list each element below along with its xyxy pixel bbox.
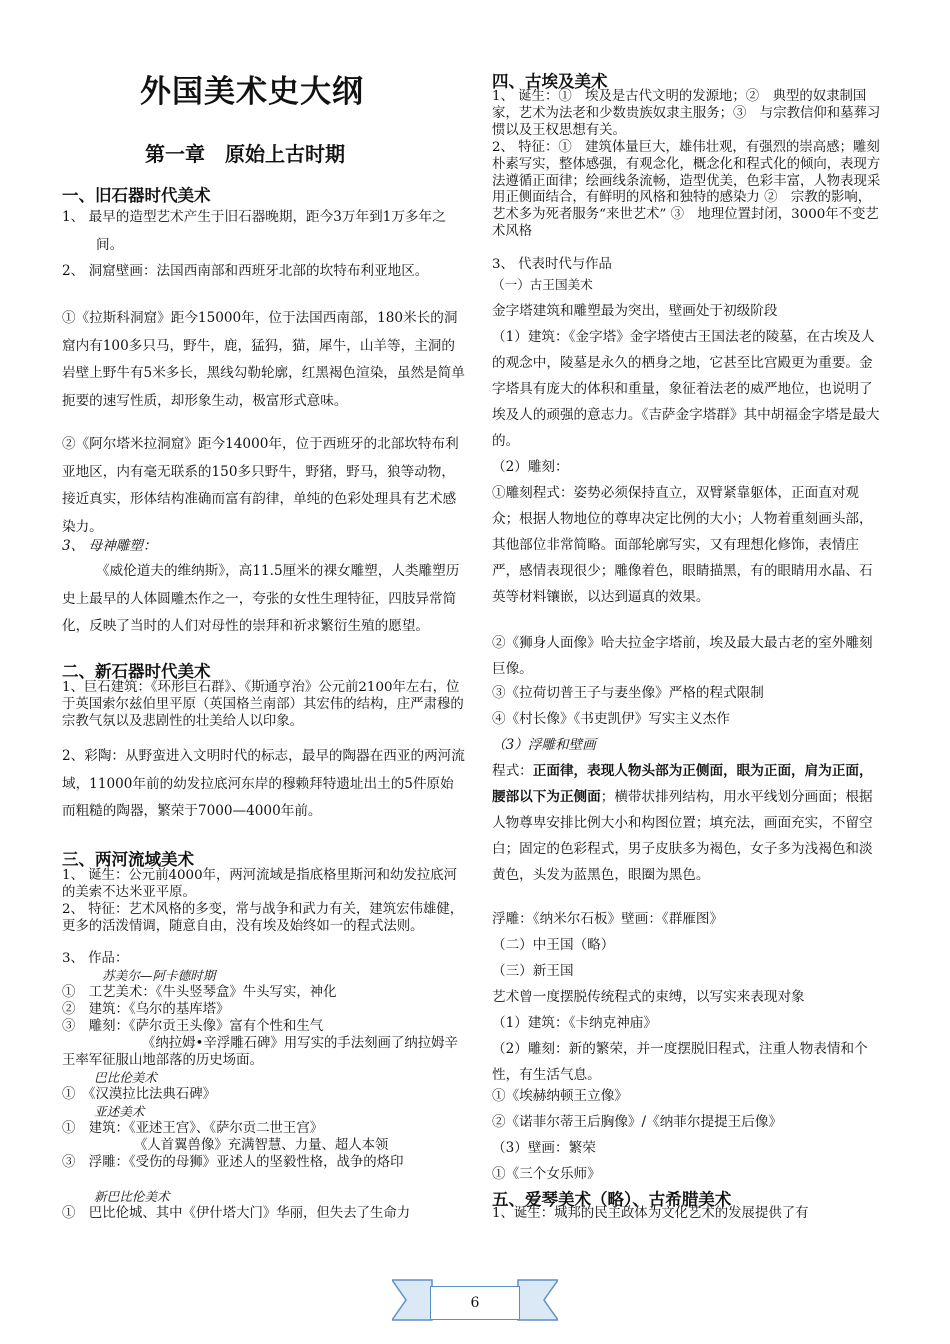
paragraph: ① 巴比伦城、其中《伊什塔大门》华丽，但失去了生命力 xyxy=(62,1206,411,1221)
subsection-label: 亚述美术 xyxy=(94,1104,145,1119)
paragraph: 2、 特征：艺术风格的多变，常与战争和武力有关，建筑宏伟雄健，更多的活泼情调，随意自由，没有埃及始终如一的程式法则。 xyxy=(62,902,464,934)
paragraph: 艺术曾一度摆脱传统程式的束缚，以写实来表现对象 xyxy=(492,989,805,1005)
paragraph: 2、彩陶：从野蛮进入文明时代的标志，最早的陶器在西亚的两河流域，11000年前的幼发拉底河东岸的穆赖拜特遗址出土的5件原始而粗糙的陶器，繁荣于7000—4000年前。 xyxy=(62,748,465,819)
paragraph: ①《拉斯科洞窟》距今15000年，位于法国西南部，180米长的洞窟内有100多只马，野牛，鹿，猛犸，猫，犀牛，山羊等，主洞的岩壁上野牛有5米多长，黑线勾勒轮廓，红黑褐色渲染，虽然是简单扼要的速写性质，却形象生动，极富形式意味。 xyxy=(62,310,465,409)
paragraph: 金字塔建筑和雕塑最为突出，壁画处于初级阶段 xyxy=(492,303,778,319)
paragraph: ③ 浮雕：《受伤的母狮》亚述人的坚毅性格，战争的烙印 xyxy=(62,1155,404,1170)
paragraph: ④《村长像》《书吏凯伊》写实主义杰作 xyxy=(492,711,730,727)
section-heading-2: 二、新石器时代美术 xyxy=(62,662,211,681)
paragraph: 3、 母神雕塑： xyxy=(62,538,157,554)
paragraph: ③《拉荷切普王子与妻坐像》严格的程式限制 xyxy=(492,685,764,701)
paragraph: （1）建筑：《卡纳克神庙》 xyxy=(492,1015,657,1031)
paragraph: ①《埃赫纳顿王立像》 xyxy=(492,1088,628,1104)
subsection-label: 新巴比伦美术 xyxy=(94,1189,170,1204)
paragraph: 《人首翼兽像》充满智慧、力量、超人本领 xyxy=(134,1138,389,1153)
section-heading-1: 一、旧石器时代美术 xyxy=(62,186,211,205)
paragraph: ① 《汉漠拉比法典石碑》 xyxy=(62,1087,216,1102)
paragraph: ②《狮身人面像》哈夫拉金字塔前，埃及最大最古老的室外雕刻巨像。 xyxy=(492,635,873,677)
paragraph: ③ 雕刻：《萨尔贡王头像》富有个性和生气 xyxy=(62,1019,324,1034)
section-heading-5: 五、爱琴美术（略）、古希腊美术 xyxy=(492,1190,732,1209)
section-heading-4: 四、古埃及美术 xyxy=(492,72,608,91)
rule-label: 程式： xyxy=(492,763,533,779)
paragraph: （二）中王国（略） xyxy=(492,937,615,953)
paragraph: 2、 特征：① 建筑体量巨大，雄伟壮观，有强烈的崇高感；雕刻朴素写实，整体感强，有观念化，概念化和程式化的倾向，表现方法遵循正面律；绘画线条流畅，造型优美，色彩丰富，人物表现采用正侧面结合，有鲜明的风格和独特的感染力 ② 宗教的影响，艺术多为死者服务“来世艺术” ③ 地理位置封闭，3000年不变艺术风格 xyxy=(492,140,881,239)
paragraph: 2、 洞窟壁画：法国西南部和西班牙北部的坎特布利亚地区。 xyxy=(62,263,429,279)
paragraph: （3）浮雕和壁画 xyxy=(492,737,596,753)
paragraph xyxy=(492,758,884,888)
page-number: 6 xyxy=(430,1286,520,1320)
chapter-heading: 第一章 原始上古时期 xyxy=(145,142,345,166)
paragraph: ① 建筑：《亚述王宫》、《萨尔贡二世王宫》 xyxy=(62,1121,324,1136)
paragraph: ②《诺菲尔蒂王后胸像》/《纳菲尔提提王后像》 xyxy=(492,1114,783,1130)
rule-text: ；横带状排列结构，用水平线划分画面；根据人物尊卑安排比例大小和构图位置；填充法，画面充实，不留空白；固定的色彩程式，男子皮肤多为褐色，女子多为浅褐色和淡黄色，头发为蓝黑色，眼圈为黑色。 xyxy=(492,789,873,883)
rule-emphasis: 正面律，表现人物头部为正侧面，眼为正面，肩为正面，腰部以下为正侧面 xyxy=(492,763,873,805)
subsection-label: （一）古王国美术 xyxy=(492,277,593,292)
paragraph: ②《阿尔塔米拉洞窟》距今14000年，位于西班牙的北部坎特布利亚地区，内有毫无联系的150多只野牛，野猪，野马，狼等动物，接近真实，形体结构准确而富有韵律，单纯的色彩处理具有艺术感染力。 xyxy=(62,436,459,535)
section-heading-3: 三、两河流域美术 xyxy=(62,850,194,869)
paragraph: ① 工艺美术：《牛头竖琴盒》牛头写实，神化 xyxy=(62,985,337,1000)
paragraph: （2）雕刻： xyxy=(492,459,569,475)
subsection-label: 苏美尔—阿卡德时期 xyxy=(102,968,216,983)
paragraph: ② 建筑：《乌尔的基库塔》 xyxy=(62,1002,230,1017)
paragraph: （3）壁画：繁荣 xyxy=(492,1140,596,1156)
paragraph: （2）雕刻：新的繁荣，并一度摆脱旧程式，注重人物表情和个性，有生活气息。 xyxy=(492,1041,868,1083)
paragraph: （三）新王国 xyxy=(492,963,574,979)
paragraph: ①《三个女乐师》 xyxy=(492,1166,601,1182)
page-title: 外国美术史大纲 xyxy=(140,74,364,110)
paragraph: 1、巨石建筑：《环形巨石群》、《斯通亨治》公元前2100年左右，位于英国索尔兹伯里平原（英国格兰南部）其宏伟的结构，庄严肃穆的宗教气氛以及悲剧性的壮美给人以印象。 xyxy=(62,680,464,729)
paragraph: ①雕刻程式：姿势必须保持直立，双臂紧靠躯体，正面直对观众；根据人物地位的尊卑决定比例的大小；人物着重刻画头部，其他部位非常简略。面部轮廓写实，又有理想化修饰，表情庄严，感情表现很少；雕像着色，眼睛描黑，有的眼睛用水晶、石英等材料镶嵌，以达到逼真的效果。 xyxy=(492,485,873,605)
paragraph: 1、 最早的造型艺术产生于旧石器晚期，距今3万年到1万多年之间。 xyxy=(62,209,446,253)
paragraph: 1、诞生：城邦的民主政体为文化艺术的发展提供了有 xyxy=(492,1206,809,1221)
paragraph: 3、 作品： xyxy=(62,951,129,966)
paragraph: 浮雕：《纳米尔石板》壁画：《群雁图》 xyxy=(492,911,724,927)
subsection-label: 巴比伦美术 xyxy=(94,1070,157,1085)
paragraph: （1）建筑：《金字塔》金字塔使古王国法老的陵墓，在古埃及人的观念中，陵墓是永久的栖身之地，它甚至比宫殿更为重要。金字塔具有庞大的体积和重量，象征着法老的威严地位，也说明了埃及人的顽强的意志力。《吉萨金字塔群》其中胡福金字塔是最大的。 xyxy=(492,329,880,449)
paragraph: 1、 诞生：① 埃及是古代文明的发源地；② 典型的奴隶制国家，艺术为法老和少数贵族奴隶主服务；③ 与宗教信仰和墓葬习惯以及王权思想有关。 xyxy=(492,89,881,138)
paragraph: 3、 代表时代与作品 xyxy=(492,257,612,272)
paragraph: 《纳拉姆•辛浮雕石碑》用写实的手法刻画了纳拉姆辛王率军征服山地部落的历史场面。 xyxy=(62,1036,458,1068)
paragraph: 《威伦道夫的维纳斯》，高11.5厘米的裸女雕塑，人类雕塑历史上最早的人体圆雕杰作之一，夸张的女性生理特征，四肢异常简化，反映了当时的人们对母性的崇拜和祈求繁衍生殖的愿望。 xyxy=(62,563,460,634)
paragraph: 1、 诞生：公元前4000年，两河流域是指底格里斯河和幼发拉底河的美索不达米亚平原。 xyxy=(62,868,458,900)
